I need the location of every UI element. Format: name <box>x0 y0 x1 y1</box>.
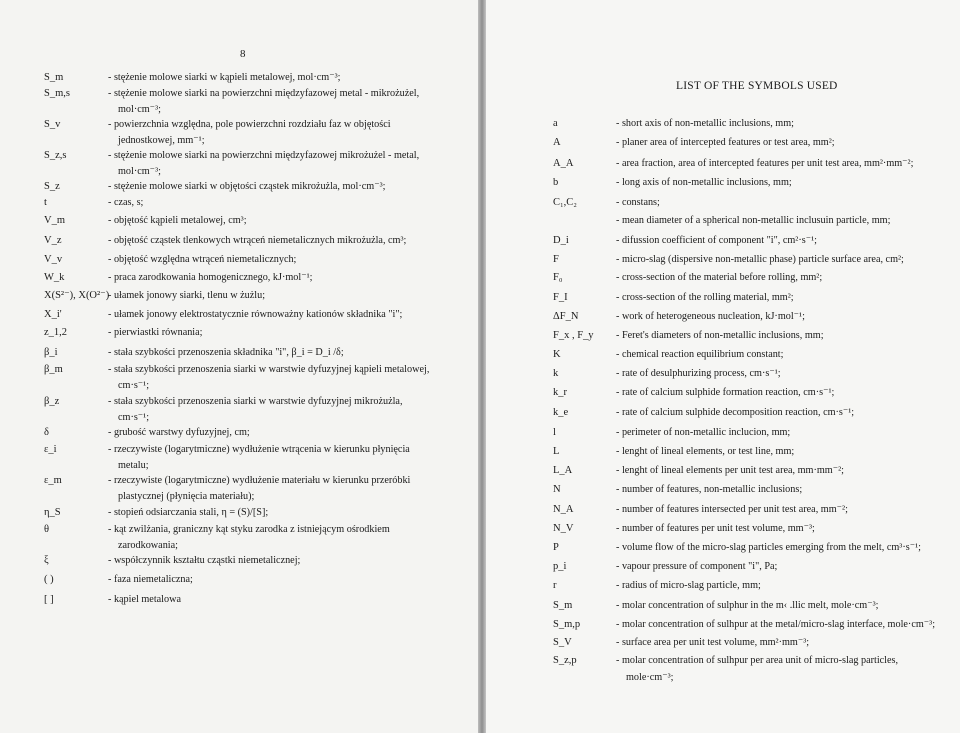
definition-line: - cross-section of the material before rolling, mm²; <box>616 272 823 283</box>
symbol: N_V <box>553 523 574 534</box>
left-page <box>0 0 478 733</box>
definition-line: - ułamek jonowy elektrostatycznie równoważny kationów składnika "i"; <box>108 309 403 320</box>
definition-line: - molar concentration of sulhpur per area unit of micro-slag particles, <box>616 655 899 666</box>
definition-line: - praca zarodkowania homogenicznego, kJ·mol⁻¹; <box>108 272 313 283</box>
definition-line: - number of features, non-metallic inclusions; <box>616 484 803 495</box>
definition-line: - stężenie molowe siarki w kąpieli metalowej, mol·cm⁻³; <box>108 72 341 83</box>
definition-line: - rate of calcium sulphide formation reaction, cm·s⁻¹; <box>616 387 835 398</box>
definition-line: - stężenie molowe siarki na powierzchni międzyfazowej mikrożużel - metal, <box>108 150 420 161</box>
definition-line: - rate of calcium sulphide decomposition reaction, cm·s⁻¹; <box>616 407 855 418</box>
symbol: l <box>553 427 556 438</box>
symbol: S_m,p <box>553 619 581 630</box>
definition-line: - stała szybkości przenoszenia składnika "i", β_i = D_i /δ; <box>108 347 344 358</box>
symbol: k_e <box>553 407 569 418</box>
definition-line: - stężenie molowe siarki na powierzchni międzyfazowej metal - mikrożużel, <box>108 88 420 99</box>
definition-line: - objętość cząstek tlenkowych wtrąceń niemetalicznych mikrożużla, cm³; <box>108 235 407 246</box>
definition-line: - kąpiel metalowa <box>108 594 181 605</box>
symbol: S_m,s <box>44 88 70 99</box>
definition-line: - lenght of lineal elements, or test line, mm; <box>616 446 795 457</box>
definition-line: - number of features intersected per unit test area, mm⁻²; <box>616 504 848 515</box>
definition-line: - volume flow of the micro-slag particles emerging from the melt, cm³·s⁻¹; <box>616 542 921 553</box>
definition-line: - planer area of intercepted features or test area, mm²; <box>616 137 835 148</box>
symbol: W_k <box>44 272 65 283</box>
definition-line: - rzeczywiste (logarytmiczne) wydłużenie wtrącenia w kierunku płynięcia <box>108 444 410 455</box>
definition-line: mol·cm⁻³; <box>118 103 161 115</box>
definition-line: - vapour pressure of component "i", Pa; <box>616 561 778 572</box>
symbol: a <box>553 118 558 129</box>
definition-line: - rate of desulphurizing process, cm·s⁻¹; <box>616 368 781 379</box>
definition-line: - objętość względna wtrąceń niemetalicznych; <box>108 254 297 265</box>
definition-line: - rzeczywiste (logarytmiczne) wydłużenie materiału w kierunku przeróbki <box>108 475 411 486</box>
symbol: V_z <box>44 235 62 246</box>
definition-line: - stała szybkości przenoszenia siarki w warstwie dyfuzyjnej kąpieli metalowej, <box>108 364 430 375</box>
definition-line: - constans; <box>616 197 660 208</box>
symbol: δ <box>44 427 49 438</box>
symbol: k <box>553 368 559 379</box>
symbol: F <box>553 254 559 265</box>
book-gutter <box>478 0 486 733</box>
symbol: b <box>553 177 559 188</box>
symbol: L <box>553 446 560 457</box>
definition-line: - mean diameter of a spherical non-metallic inclusuin particle, mm; <box>616 215 891 226</box>
definition-line: - grubość warstwy dyfuzyjnej, cm; <box>108 427 250 438</box>
symbol: k_r <box>553 387 567 398</box>
symbol: r <box>553 580 557 591</box>
symbol: F₀ <box>553 272 563 283</box>
definition-line: - area fraction, area of intercepted features per unit test area, mm²·mm⁻²; <box>616 158 914 169</box>
symbol: ε_i <box>44 444 57 455</box>
symbol: S_z <box>44 181 60 192</box>
symbol: S_v <box>44 119 61 130</box>
definition-line: - faza niemetaliczna; <box>108 574 193 585</box>
definition-line: - work of heterogeneous nucleation, kJ·mol⁻¹; <box>616 311 805 322</box>
definition-line: cm·s⁻¹; <box>118 411 150 423</box>
definition-line: - perimeter of non-metallic inclucion, mm; <box>616 427 791 438</box>
symbol: F_I <box>553 292 568 303</box>
symbol: F_x , F_y <box>553 330 594 341</box>
definition-line: metalu; <box>118 459 149 471</box>
symbol: S_V <box>553 637 572 648</box>
definition-line: - stężenie molowe siarki w objętości cząstek mikrożużla, mol·cm⁻³; <box>108 181 386 192</box>
symbol: C₁,C₂ <box>553 197 577 208</box>
definition-line: - molar concentration of sulhpur at the metal/micro-slag interface, mole·cm⁻³; <box>616 619 936 630</box>
symbol: ε_m <box>44 475 62 486</box>
definition-line: - long axis of non-metallic inclusions, mm; <box>616 177 792 188</box>
symbol: ( ) <box>44 574 54 585</box>
symbol: K <box>553 349 561 360</box>
symbol: A_A <box>553 158 574 169</box>
right-page <box>486 0 960 733</box>
symbol: S_z,s <box>44 150 67 161</box>
definition-line: - chemical reaction equilibrium constant; <box>616 349 784 360</box>
definition-line: cm·s⁻¹; <box>118 379 150 391</box>
symbol: N <box>553 484 561 495</box>
symbol: A <box>553 137 561 148</box>
definition-line: - czas, s; <box>108 197 144 208</box>
symbol: t <box>44 197 47 208</box>
page-number: 8 <box>240 48 246 60</box>
symbol: V_v <box>44 254 63 265</box>
symbol: S_m <box>44 72 64 83</box>
symbol: ΔF_N <box>553 311 579 322</box>
definition-line: - molar concentration of sulphur in the m‹ .llic melt, mole·cm⁻³; <box>616 600 879 611</box>
definition-line: - pierwiastki równania; <box>108 327 203 338</box>
symbol: L_A <box>553 465 573 476</box>
symbol: η_S <box>44 507 61 518</box>
definition-line: - stała szybkości przenoszenia siarki w warstwie dyfuzyjnej mikrożużla, <box>108 396 403 407</box>
definition-line: plastycznej (płynięcia materiału); <box>118 490 255 502</box>
symbol: β_z <box>44 396 60 407</box>
symbol: V_m <box>44 215 65 226</box>
symbol: z_1,2 <box>44 327 68 338</box>
symbol: β_m <box>44 364 63 375</box>
symbol: N_A <box>553 504 574 515</box>
definition-line: - surface area per unit test volume, mm²·mm⁻³; <box>616 637 810 648</box>
symbol: P <box>553 542 559 553</box>
symbol: X_i' <box>44 309 62 320</box>
definition-line: - kąt zwilżania, graniczny kąt styku zarodka z istniejącym ośrodkiem <box>108 524 390 535</box>
definition-line: - objętość kąpieli metalowej, cm³; <box>108 215 247 226</box>
definition-line: - number of features per unit test volume, mm⁻³; <box>616 523 815 534</box>
definition-line: zarodkowania; <box>118 539 178 551</box>
definition-line: - cross-section of the rolling material, mm²; <box>616 292 794 303</box>
definition-line: mole·cm⁻³; <box>626 672 674 683</box>
symbol: S_z,p <box>553 655 577 666</box>
symbol: β_i <box>44 347 58 358</box>
symbol: p_i <box>553 561 567 572</box>
definition-line: - współczynnik kształtu cząstki niemetalicznej; <box>108 555 301 566</box>
page-title: LIST OF THE SYMBOLS USED <box>676 80 838 92</box>
definition-line: jednostkowej, mm⁻¹; <box>118 134 205 146</box>
symbol: X(S²⁻), X(O²⁻) <box>44 290 110 301</box>
definition-line: - stopień odsiarczania stali, η = (S)/[S]; <box>108 507 269 518</box>
definition-line: - short axis of non-metallic inclusions, mm; <box>616 118 794 129</box>
symbol: S_m <box>553 600 573 611</box>
definition-line: - ułamek jonowy siarki, tlenu w żużlu; <box>108 290 266 301</box>
definition-line: mol·cm⁻³; <box>118 165 161 177</box>
definition-line: - lenght of lineal elements per unit test area, mm·mm⁻²; <box>616 465 844 476</box>
symbol: θ <box>44 524 50 535</box>
definition-line: - Feret's diameters of non-metallic inclusions, mm; <box>616 330 824 341</box>
symbol: [ ] <box>44 594 54 605</box>
definition-line: - radius of micro-slag particle, mm; <box>616 580 761 591</box>
symbol: D_i <box>553 235 569 246</box>
definition-line: - difussion coefficient of component "i", cm²·s⁻¹; <box>616 235 817 246</box>
symbol: ξ <box>44 555 49 566</box>
definition-line: - powierzchnia względna, pole powierzchni rozdziału faz w objętości <box>108 119 391 130</box>
definition-line: - micro-slag (dispersive non-metallic phase) particle surface area, cm²; <box>616 254 904 265</box>
